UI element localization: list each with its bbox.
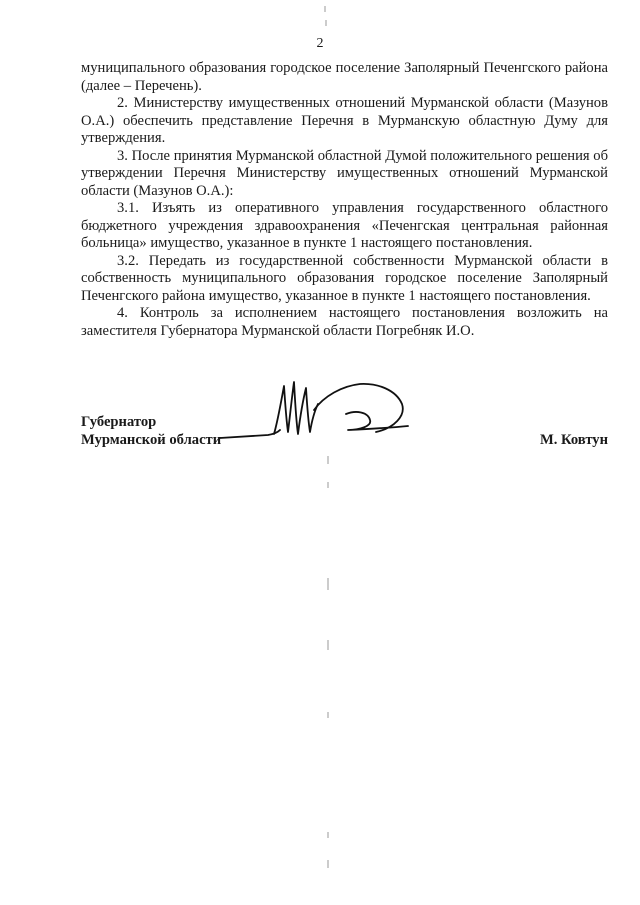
signatory-title-line-2: Мурманской области: [81, 431, 222, 448]
paragraph-item-4: 4. Контроль за исполнением настоящего постановления возложить на заместителя Губернатора Мурманской области Погребняк И.О.: [81, 305, 608, 339]
paragraph-item-3-1: 3.1. Изъять из оперативного управления государственного областного бюджетного учреждения здравоохранения «Печенгская центральная районная больница» имущество, указанное в пункте 1 настоящего постановления.: [81, 200, 608, 251]
paragraph-item-2: 2. Министерству имущественных отношений Мурманской области (Мазунов О.А.) обеспечить представление Перечня в Мурманскую областную Думу для утверждения.: [81, 95, 608, 146]
paragraph-item-3-2: 3.2. Передать из государственной собственности Мурманской области в собственность муниципального образования городское поселение Заполярный Печенгского района имущество, указанное в пункте 1 настоящего постановления.: [81, 252, 608, 304]
paragraph-item-3: 3. После принятия Мурманской областной Думой положительного решения об утверждении Перечня Министерству имущественных отношений Мурманской области (Мазунов О.А.):: [81, 147, 608, 199]
signatory-title-line-1: Губернатор: [81, 414, 157, 430]
handwritten-signature: [218, 374, 418, 456]
document-body: [81, 60, 608, 340]
signatory-title: [81, 414, 221, 449]
scan-fold-marks: [320, 0, 332, 905]
page-number: 2: [316, 36, 324, 51]
signatory-name: М. Ковтун: [539, 431, 608, 448]
paragraph-continuation: муниципального образования городское поселение Заполярный Печенгского района (далее – Перечень).: [81, 60, 608, 94]
